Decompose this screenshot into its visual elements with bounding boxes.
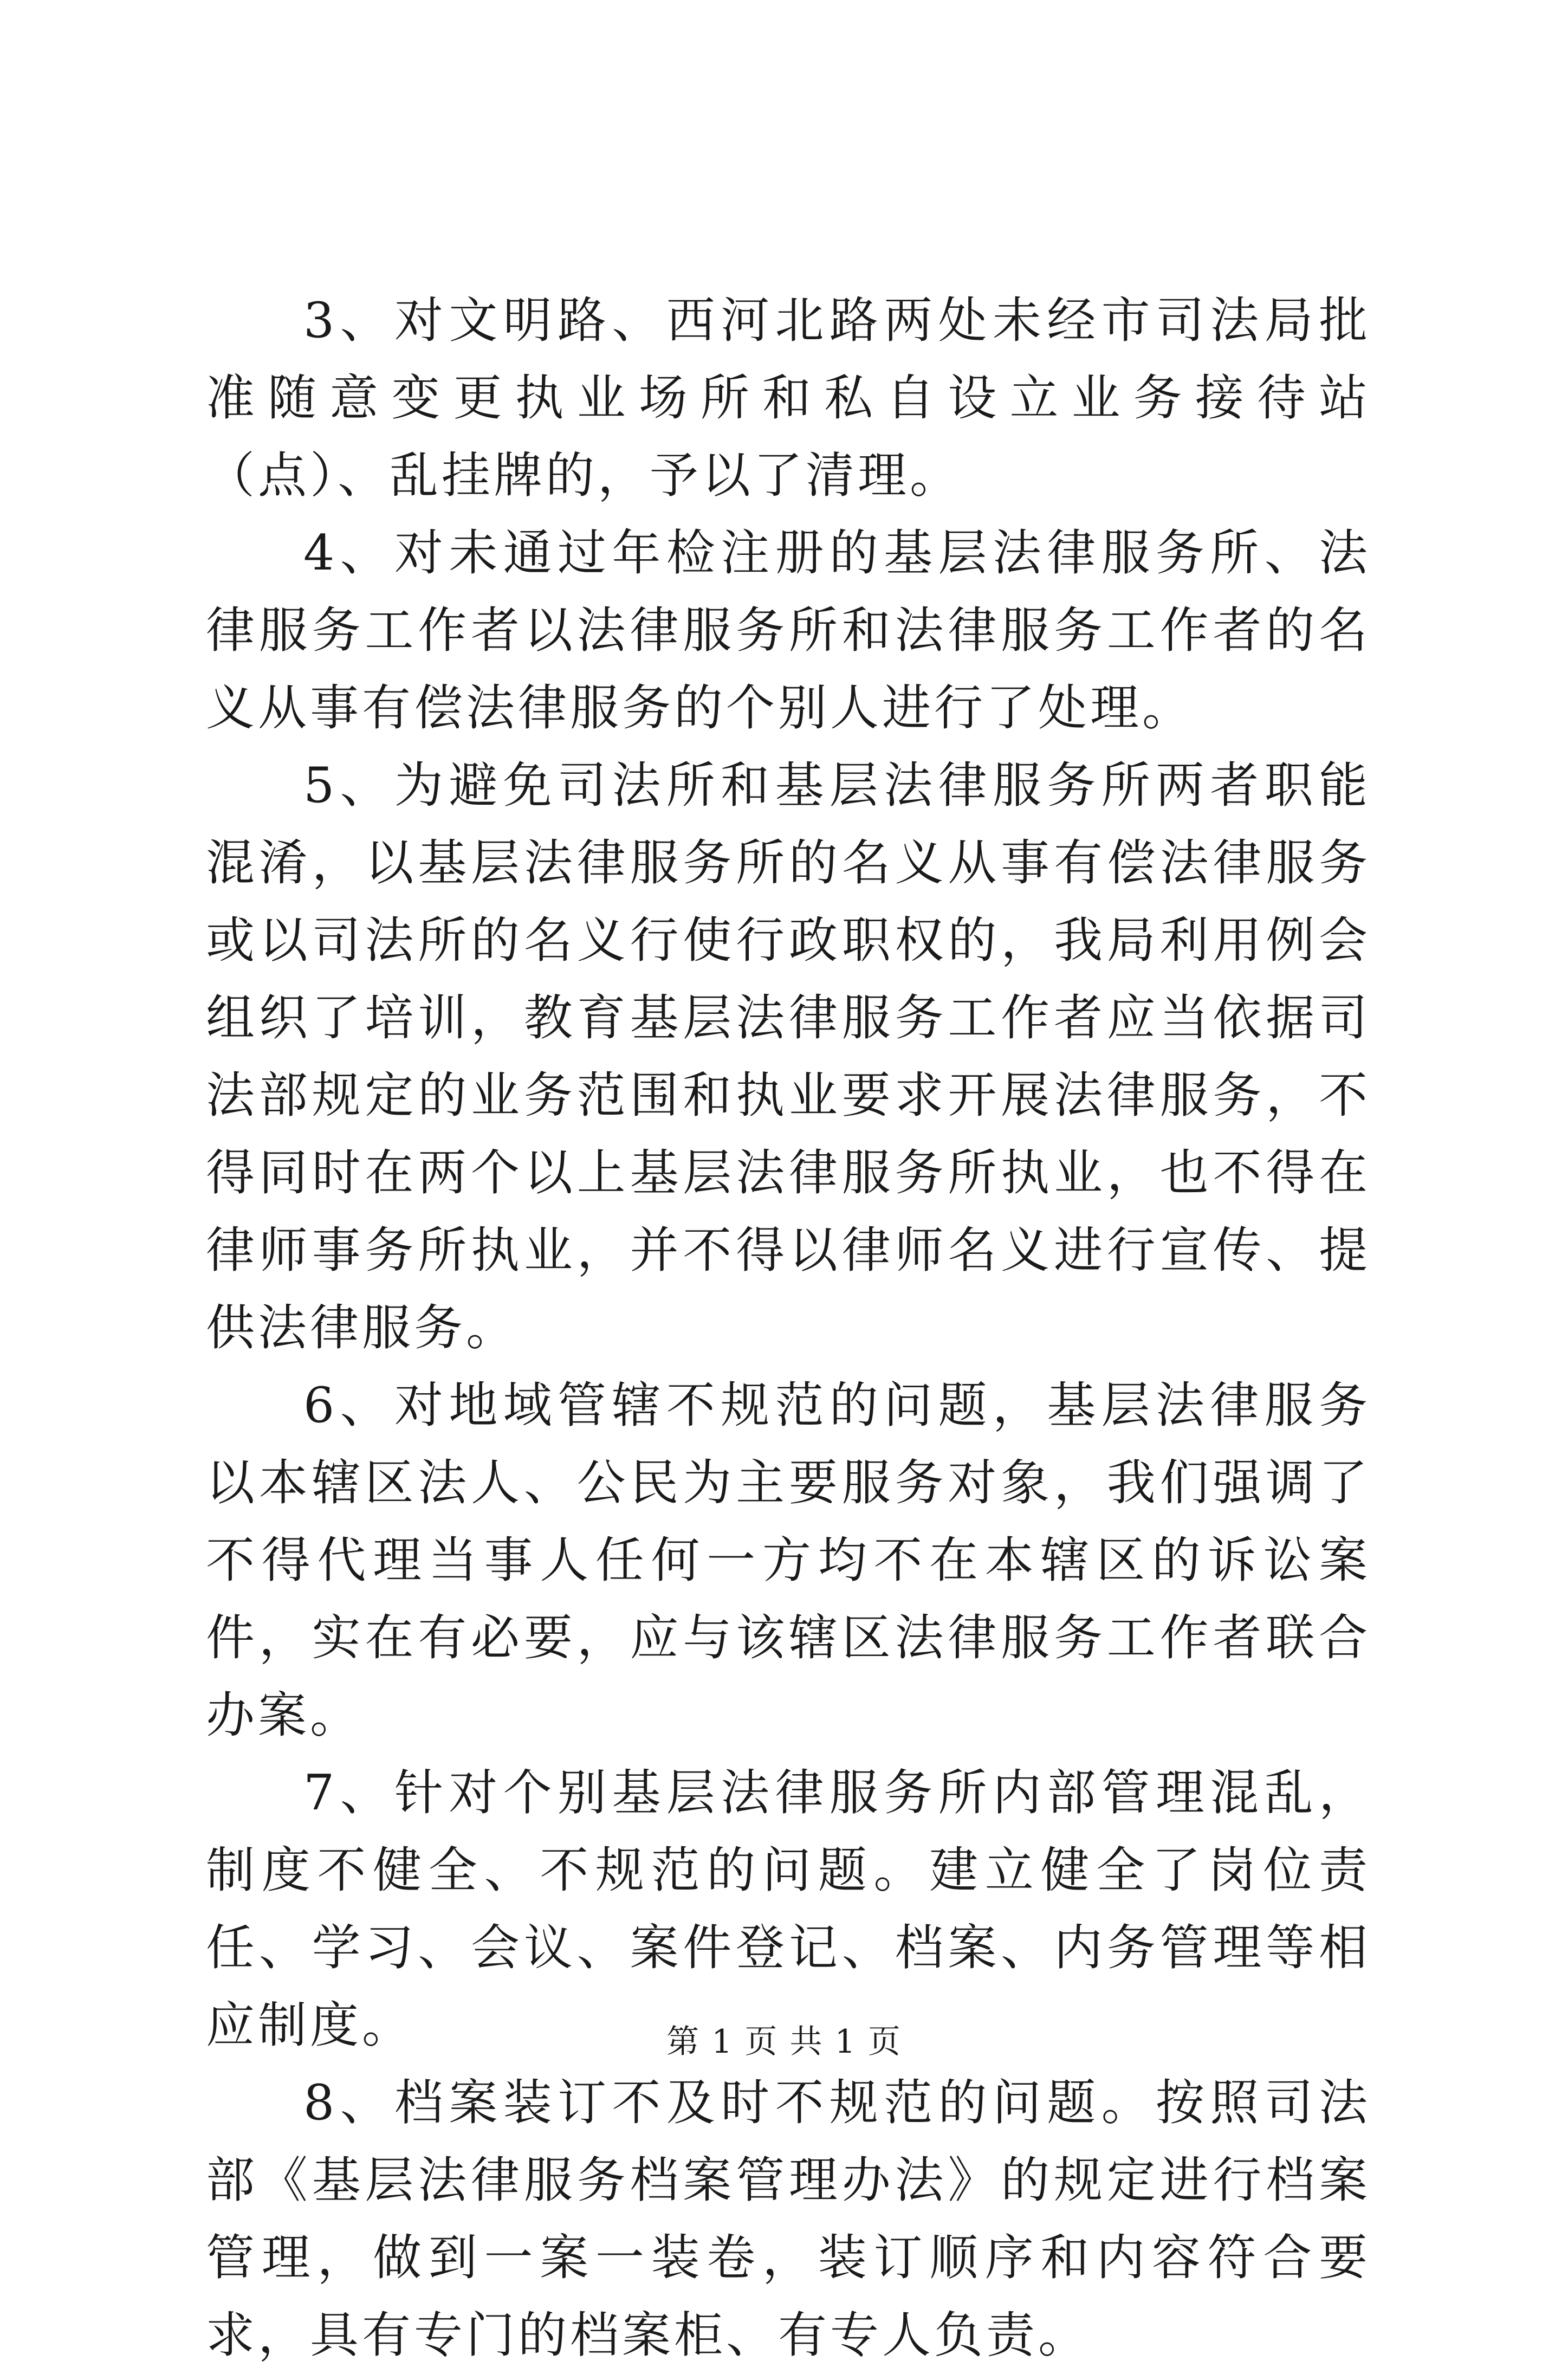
paragraph-item-5: 5、为避免司法所和基层法律服务所两者职能混淆，以基层法律服务所的名义从事有偿法律服务或以司法所的名义行使行政职权的，我局利用例会组织了培训，教育基层法律服务工作者应当依据司法部规定的业务范围和执业要求开展法律服务，不得同时在两个以上基层法律服务所执业，也不得在律师事务所执业，并不得以律师名义进行宣传、提供法律服务。 [206, 757, 1371, 1356]
paragraph-item-3: 3、对文明路、西河北路两处未经市司法局批准随意变更执业场所和私自设立业务接待站（点）、乱挂牌的，予以了清理。 [206, 292, 1371, 504]
page-number-footer: 第 1 页 共 1 页 [666, 2023, 902, 2061]
paragraph-item-8: 8、档案装订不及时不规范的问题。按照司法部《基层法律服务档案管理办法》的规定进行档案管理，做到一案一装卷，装订顺序和内容符合要求，具有专门的档案柜、有专人负责。 [206, 2074, 1371, 2364]
paragraph-item-6: 6、对地域管辖不规范的问题，基层法律服务以本辖区法人、公民为主要服务对象，我们强调了不得代理当事人任何一方均不在本辖区的诉讼案件，实在有必要，应与该辖区法律服务工作者联合办案。 [206, 1377, 1371, 1744]
paragraph-item-7: 7、针对个别基层法律服务所内部管理混乱，制度不健全、不规范的问题。建立健全了岗位责任、学习、会议、案件登记、档案、内务管理等相应制度。 [206, 1764, 1371, 2054]
paragraph-item-4: 4、对未通过年检注册的基层法律服务所、法律服务工作者以法律服务所和法律服务工作者的名义从事有偿法律服务的个别人进行了处理。 [206, 525, 1371, 736]
